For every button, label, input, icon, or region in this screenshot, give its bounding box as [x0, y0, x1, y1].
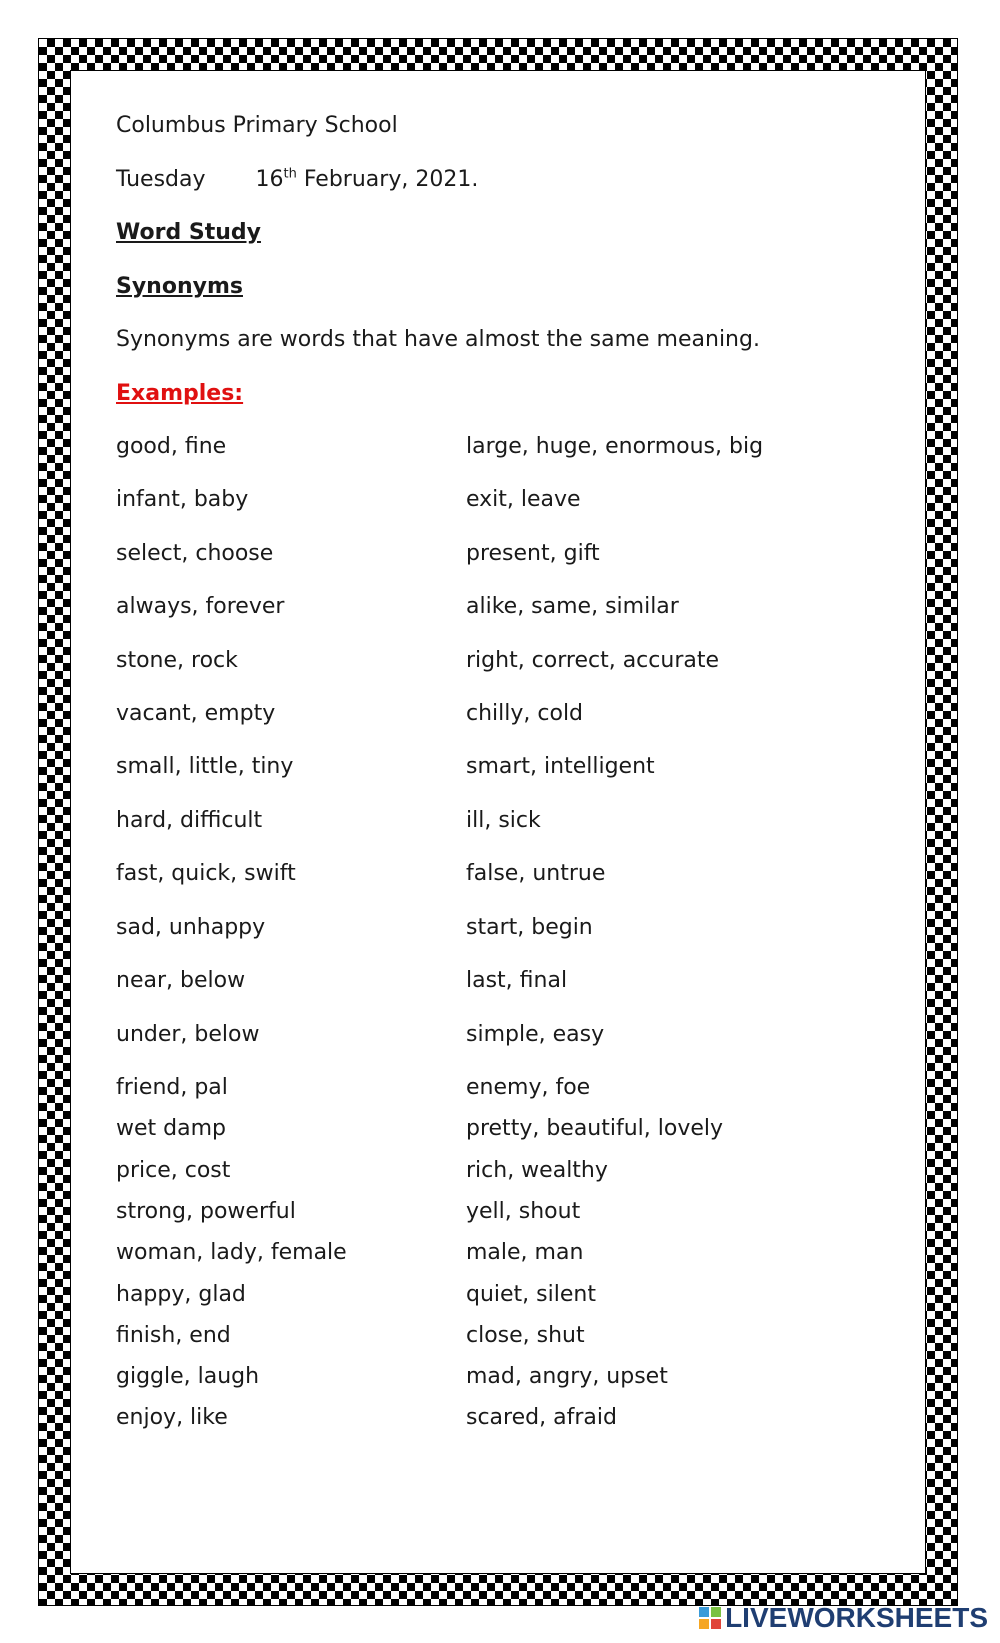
example-left: giggle, laugh [116, 1364, 260, 1389]
example-left: price, cost [116, 1158, 231, 1183]
example-right: simple, easy [466, 1022, 605, 1047]
example-right: close, shut [466, 1323, 585, 1348]
example-right: large, huge, enormous, big [466, 434, 764, 459]
example-left: infant, baby [116, 487, 249, 512]
examples-label: Examples: [116, 381, 244, 406]
example-right: quiet, silent [466, 1282, 596, 1307]
brand-name: LIVEWORKSHEETS [725, 1602, 988, 1633]
example-right: male, man [466, 1240, 584, 1265]
example-right: yell, shout [466, 1199, 581, 1224]
example-right: alike, same, similar [466, 594, 679, 619]
example-left: finish, end [116, 1323, 231, 1348]
heading-synonyms: Synonyms [116, 274, 243, 299]
liveworksheets-logo-icon [699, 1607, 721, 1629]
example-right: scared, afraid [466, 1405, 617, 1430]
date-line [116, 166, 478, 194]
example-left: good, fine [116, 434, 227, 459]
example-left: strong, powerful [116, 1199, 296, 1224]
example-left: under, below [116, 1022, 260, 1047]
example-left: sad, unhappy [116, 915, 266, 940]
example-right: last, final [466, 968, 568, 993]
example-right: start, begin [466, 915, 593, 940]
date-value: 16th February, 2021. [255, 166, 479, 192]
example-right: pretty, beautiful, lovely [466, 1116, 724, 1141]
example-left: small, little, tiny [116, 754, 294, 779]
example-right: rich, wealthy [466, 1158, 608, 1183]
example-left: wet damp [116, 1116, 226, 1141]
example-left: select, choose [116, 541, 274, 566]
example-right: right, correct, accurate [466, 648, 719, 673]
example-right: present, gift [466, 541, 600, 566]
school-name: Columbus Primary School [116, 113, 398, 138]
footer-brand [699, 1598, 988, 1638]
example-right: false, untrue [466, 861, 606, 886]
example-right: enemy, foe [466, 1075, 591, 1100]
example-right: exit, leave [466, 487, 581, 512]
example-left: always, forever [116, 594, 285, 619]
example-left: stone, rock [116, 648, 238, 673]
example-right: mad, angry, upset [466, 1364, 668, 1389]
example-left: hard, difficult [116, 808, 263, 833]
example-left: happy, glad [116, 1282, 246, 1307]
day-label: Tuesday [116, 167, 206, 192]
heading-word-study: Word Study [116, 220, 261, 245]
example-left: fast, quick, swift [116, 861, 296, 886]
example-left: vacant, empty [116, 701, 276, 726]
example-left: woman, lady, female [116, 1240, 347, 1265]
example-left: near, below [116, 968, 246, 993]
example-right: ill, sick [466, 808, 541, 833]
example-left: enjoy, like [116, 1405, 228, 1430]
example-left: friend, pal [116, 1075, 228, 1100]
example-right: smart, intelligent [466, 754, 655, 779]
example-right: chilly, cold [466, 701, 584, 726]
definition-text: Synonyms are words that have almost the same meaning. [116, 327, 760, 352]
